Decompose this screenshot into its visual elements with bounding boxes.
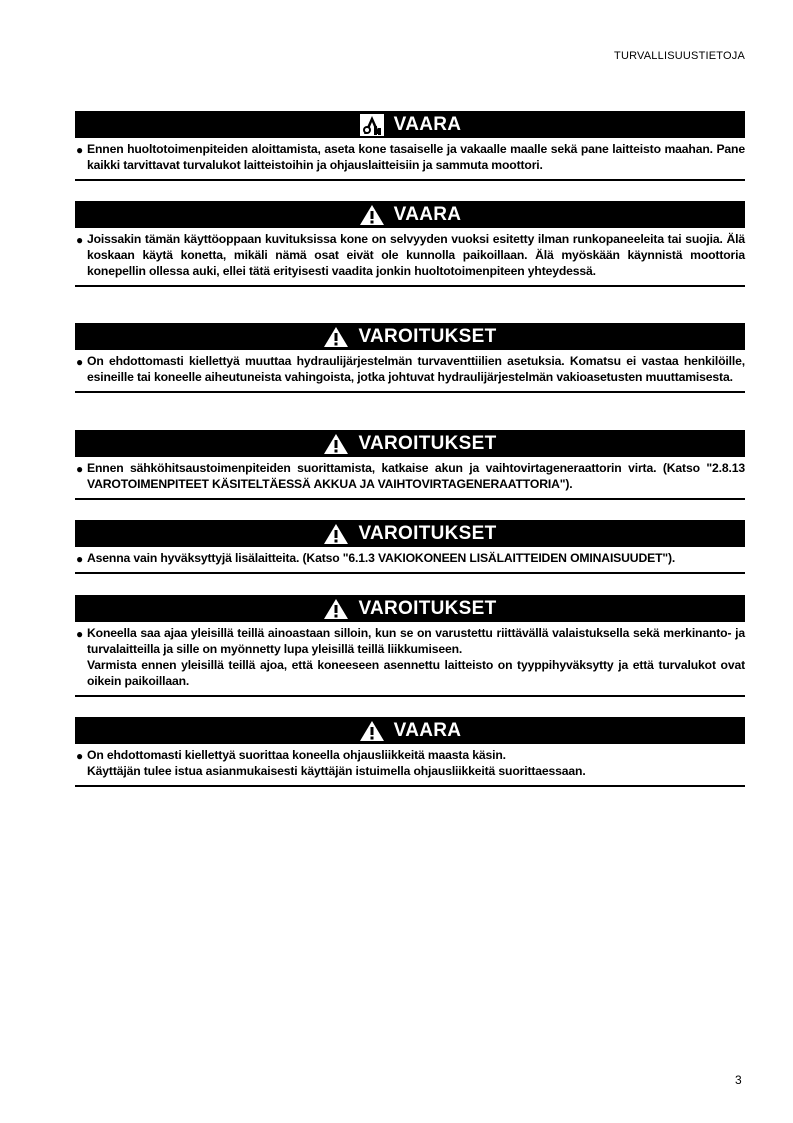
notice-text: Ennen sähköhitsaustoimenpiteiden suorittamista, katkaise akun ja vaihtovirtageneraattorin virta. (Katso "2.8.13 VAROTOIMENPITEET KÄSITELTÄESSÄ AKKUA JA VAIHTOVIRTAGENERAATTORIA"). — [87, 461, 745, 491]
safety-notice — [75, 430, 745, 500]
notice-body — [75, 138, 745, 173]
notice-text: Koneella saa ajaa yleisillä teillä ainoastaan silloin, kun se on varustettu riittävällä valaistuksella sekä merkinanto- ja turvalaitteilla ja sille on myönnetty lupa yleisillä teillä liikkumiseen. — [87, 626, 745, 656]
notice-banner — [75, 430, 745, 457]
divider — [75, 391, 745, 393]
safety-notice — [75, 520, 745, 574]
bullet-icon: ● — [76, 355, 84, 369]
notice-level: VAROITUKSET — [358, 597, 497, 619]
notice-body — [75, 622, 745, 689]
divider — [75, 695, 745, 697]
warning-triangle-icon — [323, 326, 349, 348]
notice-banner — [75, 717, 745, 744]
warning-triangle-icon — [359, 720, 385, 742]
safety-notice — [75, 111, 745, 181]
divider — [75, 498, 745, 500]
safety-notice — [75, 201, 745, 287]
bullet-icon: ● — [76, 749, 84, 763]
warning-triangle-icon — [323, 523, 349, 545]
notice-text: Varmista ennen yleisillä teillä ajoa, että koneeseen asennettu laitteisto on tyyppihyväksytty ja että turvalukot ovat oikein paikoillaan. — [87, 658, 745, 688]
notice-banner — [75, 520, 745, 547]
bullet-icon: ● — [76, 143, 84, 157]
warning-triangle-icon — [323, 598, 349, 620]
divider — [75, 285, 745, 287]
machine-hazard-icon — [359, 114, 385, 136]
bullet-icon: ● — [76, 233, 84, 247]
bullet-icon: ● — [76, 552, 84, 566]
notice-level: VAROITUKSET — [358, 432, 497, 454]
notice-text: On ehdottomasti kiellettyä muuttaa hydraulijärjestelmän turvaventtiilien asetuksia. Komatsu ei vastaa henkilöille, esineille tai koneelle aiheutuneista vahingoista, jotka johtuvat hydraulijärjestelmän vakioasetusten muuttamisesta. — [87, 354, 745, 384]
notice-level: VAARA — [393, 719, 462, 741]
divider — [75, 785, 745, 787]
bullet-icon: ● — [76, 462, 84, 476]
notice-banner — [75, 111, 745, 138]
bullet-icon: ● — [76, 627, 84, 641]
notice-text: Ennen huoltotoimenpiteiden aloittamista, aseta kone tasaiselle ja vakaalle maalle sekä pane laitteisto maahan. Pane kaikki tarvittavat turvalukot laitteistoihin ja ohjauslaitteisiin ja sammuta moottori. — [87, 142, 745, 172]
notice-text: Asenna vain hyväksyttyjä lisälaitteita. (Katso "6.1.3 VAKIOKONEEN LISÄLAITTEIDEN OMINAISUUDET"). — [87, 551, 676, 565]
notice-banner — [75, 595, 745, 622]
safety-notice — [75, 595, 745, 697]
warning-triangle-icon — [323, 433, 349, 455]
notice-text: On ehdottomasti kiellettyä suorittaa koneella ohjausliikkeitä maasta käsin. — [87, 748, 506, 762]
notice-body — [75, 228, 745, 279]
notice-level: VAROITUKSET — [358, 522, 497, 544]
warning-triangle-icon — [359, 204, 385, 226]
notice-level: VAARA — [393, 203, 462, 225]
notice-level: VAROITUKSET — [358, 325, 497, 347]
notice-body — [75, 350, 745, 385]
notice-banner — [75, 201, 745, 228]
safety-notice — [75, 717, 745, 787]
notice-body — [75, 744, 745, 779]
notice-body — [75, 547, 745, 566]
notice-text: Käyttäjän tulee istua asianmukaisesti käyttäjän istuimella ohjausliikkeitä suorittaessaan. — [87, 764, 586, 778]
page-number: 3 — [735, 1073, 742, 1087]
notice-text: Joissakin tämän käyttöoppaan kuvituksissa kone on selvyyden vuoksi esitetty ilman runkopaneeleita tai suojia. Älä koskaan käytä konetta, mikäli nämä osat eivät ole kunnolla paikoillaan. Älä myöskään käynnistä moottoria konepellin ollessa auki, ellei tätä erityisesti vaadita jonkin huoltotoimenpiteen yhteydessä. — [87, 232, 745, 278]
safety-notice — [75, 323, 745, 393]
notice-level: VAARA — [393, 113, 462, 135]
notice-banner — [75, 323, 745, 350]
running-header: TURVALLISUUSTIETOJA — [614, 50, 745, 62]
notice-body — [75, 457, 745, 492]
divider — [75, 572, 745, 574]
divider — [75, 179, 745, 181]
